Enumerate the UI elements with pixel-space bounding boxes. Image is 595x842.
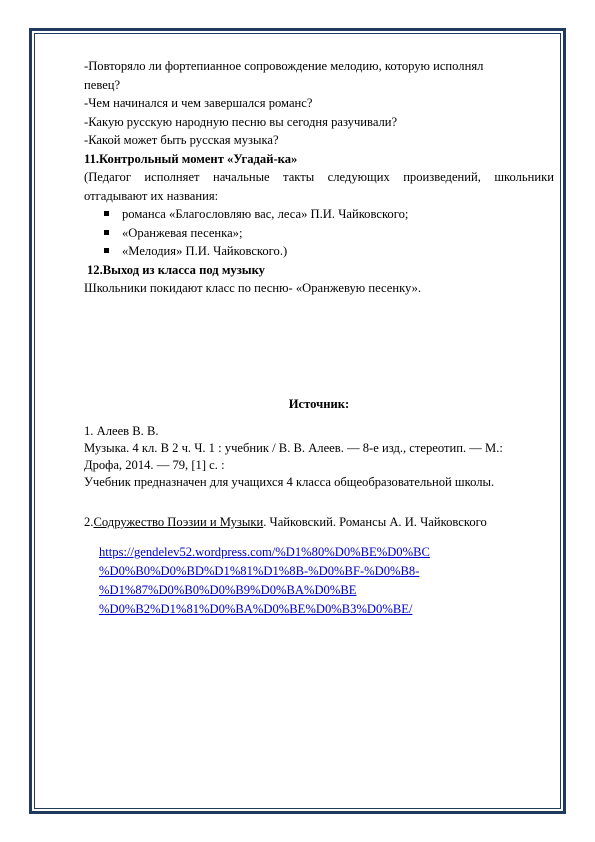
reference-2-link[interactable] [99,543,549,619]
url-line[interactable]: https://gendelev52.wordpress.com/%D1%80%D0%BE%D0%BC [99,545,430,559]
url-line[interactable]: %D0%B0%D0%BD%D1%81%D1%8B-%D0%BF-%D0%B8- [99,564,420,578]
url-line[interactable]: %D1%87%D0%B0%D0%B9%D0%BA%D0%BE [99,583,357,597]
question-1b: певец? [84,77,121,92]
reference-2-site-name: Содружество Поэзии и Музыки [93,515,264,529]
question-4: -Какой может быть русская музыка? [84,133,279,147]
section-12-text: Школьники покидают класс по песню- «Оранжевую песенку». [84,281,422,295]
section-11-list [84,205,554,261]
section-11-intro-line1: (Педагог исполняет начальные такты следующих произведений, школьники [84,170,554,184]
section-11-intro-line2: отгадывают их названия: [84,188,219,203]
reference-1-author: 1. Алеев В. В. [84,424,159,438]
document-content [84,57,554,616]
question-1a: -Повторяло ли фортепианное сопровождение мелодию, которую исполнял [84,59,484,73]
bullet-square-icon [104,248,109,253]
section-11-title: 11.Контрольный момент «Угадай-ка» [84,151,298,166]
reference-1-title: Музыка. 4 кл. В 2 ч. Ч. 1 : учебник / В. В. Алеев. — 8-е изд., стереотип. — М.: [84,441,503,455]
bullet-square-icon [104,230,109,235]
reference-2: 2.Содружество Поэзии и Музыки. Чайковский. Романсы А. И. Чайковского [84,515,487,529]
reference-1-note: Учебник предназначен для учащихся 4 класса общеобразовательной школы. [84,475,495,489]
reference-1-publisher: Дрофа, 2014. — 79, [1] с. : [84,458,225,472]
reference-1 [84,423,554,491]
question-3: -Какую русскую народную песню вы сегодня разучивали? [84,114,398,129]
question-2: -Чем начинался и чем завершался романс? [84,96,313,110]
section-12-title: 12.Выход из класса под музыку [87,262,265,277]
bullet-square-icon [104,211,109,216]
list-item: «Мелодия» П.И. Чайковского.) [104,242,554,261]
list-item: романса «Благословляю вас, леса» П.И. Чайковского; [104,205,554,224]
list-item: «Оранжевая песенка»; [104,224,554,243]
url-line[interactable]: %D0%B2%D1%81%D0%BA%D0%BE%D0%B3%D0%BE/ [99,602,413,616]
sources-title: Источник: [288,397,350,411]
